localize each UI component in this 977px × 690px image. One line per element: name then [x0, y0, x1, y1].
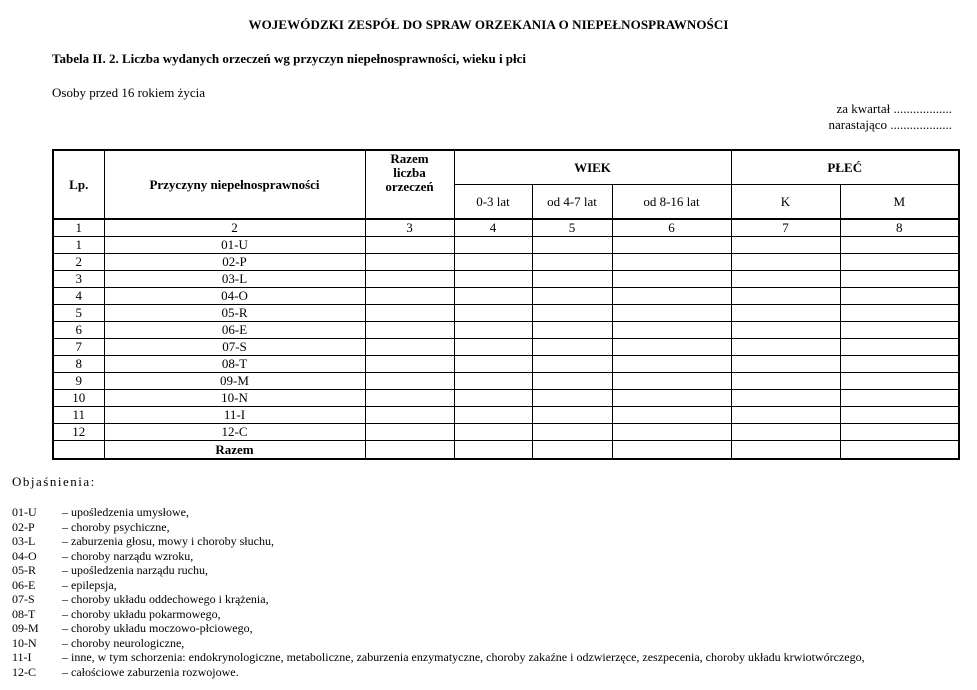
- legend-item: [12, 665, 865, 680]
- row-code: 10-N: [104, 390, 365, 407]
- table-title: Tabela II. 2. Liczba wydanych orzeczeń wg przyczyn niepełnosprawności, wieku i płci: [52, 51, 527, 66]
- row-code: 06-E: [104, 322, 365, 339]
- legend-item: [12, 549, 865, 564]
- cell-sex-m[interactable]: [840, 390, 959, 407]
- header-total-line2: liczba: [393, 165, 426, 180]
- cell-sex-m[interactable]: [840, 254, 959, 271]
- cell-age-8-16[interactable]: [612, 424, 731, 441]
- table-row: [53, 305, 959, 322]
- total-label: Razem: [104, 441, 365, 460]
- legend-code: 10-N: [12, 635, 37, 650]
- cell-sex-m[interactable]: [840, 322, 959, 339]
- legend-code: 01-U: [12, 505, 37, 519]
- legend-heading: Objaśnienia:: [12, 474, 96, 489]
- cell-sex-k[interactable]: [731, 254, 840, 271]
- column-number: 6: [612, 219, 731, 237]
- row-code: 05-R: [104, 305, 365, 322]
- cell-age-8-16[interactable]: [612, 288, 731, 305]
- legend-code: 07-S: [12, 592, 35, 606]
- legend-code: 03-L: [12, 534, 36, 548]
- legend-code: 08-T: [12, 606, 36, 621]
- cell-age-0-3[interactable]: [454, 441, 532, 460]
- row-lp: 9: [53, 373, 104, 390]
- document-title: WOJEWÓDZKI ZESPÓŁ DO SPRAW ORZEKANIA O NIEPEŁNOSPRAWNOŚCI: [248, 17, 729, 32]
- table-row: [53, 339, 959, 356]
- row-lp: 7: [53, 339, 104, 356]
- legend-desc: – inne, w tym schorzenia: endokrynologiczne, metaboliczne, zaburzenia enzymatyczne, choroby zakaźne i odzwierzęce, zeszpecenia, choroby układu krwiotwórczego,: [62, 650, 865, 664]
- row-lp: 4: [53, 288, 104, 305]
- table-row: [53, 271, 959, 288]
- report-table: [52, 149, 960, 460]
- legend-list: [12, 505, 865, 679]
- row-lp: 2: [53, 254, 104, 271]
- cell-age-4-7[interactable]: [532, 288, 612, 305]
- column-number: 7: [731, 219, 840, 237]
- row-code: 09-M: [104, 373, 365, 390]
- legend-item: [12, 650, 865, 665]
- legend-desc: – zaburzenia głosu, mowy i choroby słuchu,: [62, 534, 274, 548]
- header-total: [365, 150, 454, 219]
- cell-age-0-3[interactable]: [454, 356, 532, 373]
- cell-age-8-16[interactable]: [612, 407, 731, 424]
- cell-sex-k[interactable]: [731, 390, 840, 407]
- cell-age-8-16[interactable]: [612, 356, 731, 373]
- cell-age-8-16[interactable]: [612, 305, 731, 322]
- cell-age-4-7[interactable]: [532, 390, 612, 407]
- row-code: 04-O: [104, 288, 365, 305]
- cell-sex-m[interactable]: [840, 356, 959, 373]
- row-lp: 5: [53, 305, 104, 322]
- column-number: 3: [365, 219, 454, 237]
- cell-age-4-7[interactable]: [532, 441, 612, 460]
- cell-age-0-3[interactable]: [454, 271, 532, 288]
- header-group-age: WIEK: [454, 150, 731, 185]
- cell-sex-m[interactable]: [840, 288, 959, 305]
- legend-desc: – upośledzenia umysłowe,: [62, 505, 189, 519]
- cell-total[interactable]: [365, 305, 454, 322]
- row-lp: 3: [53, 271, 104, 288]
- header-age-4-7: od 4-7 lat: [532, 185, 612, 220]
- row-code: 07-S: [104, 339, 365, 356]
- legend-desc: – choroby psychiczne,: [62, 519, 170, 534]
- legend-item: [12, 505, 865, 520]
- cell-age-0-3[interactable]: [454, 237, 532, 254]
- cell-age-8-16[interactable]: [612, 373, 731, 390]
- cell-sex-m[interactable]: [840, 373, 959, 390]
- cell-sex-k[interactable]: [731, 322, 840, 339]
- row-code: 03-L: [104, 271, 365, 288]
- column-number: 1: [53, 219, 104, 237]
- legend-code: 05-R: [12, 563, 36, 577]
- legend-code: 12-C: [12, 664, 36, 679]
- cell-age-0-3[interactable]: [454, 254, 532, 271]
- table-subtitle: Osoby przed 16 rokiem życia: [52, 85, 206, 100]
- cell-age-8-16[interactable]: [612, 237, 731, 254]
- cell-total[interactable]: [365, 271, 454, 288]
- header-total-line3: orzeczeń: [385, 179, 434, 194]
- cell-sex-m[interactable]: [840, 424, 959, 441]
- table-row: [53, 390, 959, 407]
- row-code: 02-P: [104, 254, 365, 271]
- legend-desc: – epilepsja,: [62, 577, 117, 592]
- cell-age-4-7[interactable]: [532, 407, 612, 424]
- cell-age-8-16[interactable]: [612, 254, 731, 271]
- row-lp: 11: [53, 407, 104, 424]
- legend-desc: – choroby układu moczowo-płciowego,: [62, 621, 253, 635]
- cell-total[interactable]: [365, 356, 454, 373]
- column-number: 2: [104, 219, 365, 237]
- header-group-sex: PŁEĆ: [731, 150, 959, 185]
- row-code: 12-C: [104, 424, 365, 441]
- cell-total[interactable]: [365, 237, 454, 254]
- legend-item: [12, 592, 865, 607]
- cell-age-8-16[interactable]: [612, 322, 731, 339]
- legend-desc: – choroby neurologiczne,: [62, 635, 185, 650]
- row-code: 08-T: [104, 356, 365, 373]
- table-row: [53, 424, 959, 441]
- cell-age-4-7[interactable]: [532, 356, 612, 373]
- cell-age-0-3[interactable]: [454, 288, 532, 305]
- cell-age-4-7[interactable]: [532, 373, 612, 390]
- legend-desc: – choroby układu oddechowego i krążenia,: [62, 592, 269, 606]
- cell-age-0-3[interactable]: [454, 373, 532, 390]
- cell-sex-m[interactable]: [840, 237, 959, 254]
- table-row: [53, 288, 959, 305]
- column-number-row: [53, 219, 959, 237]
- cell-sex-k[interactable]: [731, 339, 840, 356]
- header-sex-k: K: [731, 185, 840, 220]
- cell-sex-m[interactable]: [840, 441, 959, 460]
- legend-item: [12, 621, 865, 636]
- cell-sex-m[interactable]: [840, 407, 959, 424]
- row-code: 11-I: [104, 407, 365, 424]
- cell-age-0-3[interactable]: [454, 390, 532, 407]
- header-age-0-3: 0-3 lat: [454, 185, 532, 220]
- cell-total[interactable]: [365, 288, 454, 305]
- cell-total[interactable]: [365, 441, 454, 460]
- legend-desc: – całościowe zaburzenia rozwojowe.: [62, 664, 239, 679]
- cell-age-4-7[interactable]: [532, 339, 612, 356]
- period-quarter-field: za kwartał ..................: [836, 101, 952, 116]
- column-number: 8: [840, 219, 959, 237]
- cell-age-0-3[interactable]: [454, 322, 532, 339]
- cell-age-0-3[interactable]: [454, 424, 532, 441]
- row-lp: 10: [53, 390, 104, 407]
- cell-age-4-7[interactable]: [532, 254, 612, 271]
- cell-age-0-3[interactable]: [454, 407, 532, 424]
- cell-sex-k[interactable]: [731, 356, 840, 373]
- cell-sex-k[interactable]: [731, 271, 840, 288]
- row-lp: 12: [53, 424, 104, 441]
- period-cumulative-field: narastająco ...................: [828, 117, 952, 132]
- legend-item: [12, 563, 865, 578]
- cell-sex-k[interactable]: [731, 305, 840, 322]
- legend-item: [12, 636, 865, 651]
- cell-age-0-3[interactable]: [454, 339, 532, 356]
- cell-age-8-16[interactable]: [612, 271, 731, 288]
- table-row: [53, 322, 959, 339]
- header-reason: Przyczyny niepełnosprawności: [104, 150, 365, 219]
- column-number: 4: [454, 219, 532, 237]
- header-total-line1: Razem: [390, 151, 429, 166]
- cell-sex-m[interactable]: [840, 339, 959, 356]
- cell-age-4-7[interactable]: [532, 322, 612, 339]
- cell-sex-m[interactable]: [840, 305, 959, 322]
- cell-total[interactable]: [365, 390, 454, 407]
- cell-age-4-7[interactable]: [532, 237, 612, 254]
- cell-total[interactable]: [365, 322, 454, 339]
- cell-sex-k[interactable]: [731, 373, 840, 390]
- legend-desc: – choroby narządu wzroku,: [62, 548, 194, 563]
- legend-code: 09-M: [12, 621, 39, 635]
- column-number: 5: [532, 219, 612, 237]
- cell-total[interactable]: [365, 373, 454, 390]
- legend-item: [12, 520, 865, 535]
- cell-sex-k[interactable]: [731, 407, 840, 424]
- cell-age-4-7[interactable]: [532, 305, 612, 322]
- total-lp-cell: [53, 441, 104, 460]
- table-row: [53, 373, 959, 390]
- legend-code: 04-O: [12, 548, 37, 563]
- cell-sex-m[interactable]: [840, 271, 959, 288]
- legend-desc: – choroby układu pokarmowego,: [62, 606, 221, 621]
- cell-age-4-7[interactable]: [532, 271, 612, 288]
- table-row: [53, 254, 959, 271]
- legend-code: 11-I: [12, 650, 32, 664]
- cell-sex-k[interactable]: [731, 237, 840, 254]
- header-sex-m: M: [840, 185, 959, 220]
- legend-item: [12, 607, 865, 622]
- cell-total[interactable]: [365, 339, 454, 356]
- table-header-row: [53, 150, 959, 185]
- cell-total[interactable]: [365, 407, 454, 424]
- legend-code: 06-E: [12, 577, 36, 592]
- row-lp: 1: [53, 237, 104, 254]
- table-row: [53, 237, 959, 254]
- legend-item: [12, 534, 865, 549]
- cell-age-8-16[interactable]: [612, 339, 731, 356]
- row-lp: 8: [53, 356, 104, 373]
- table-row: [53, 356, 959, 373]
- cell-sex-k[interactable]: [731, 441, 840, 460]
- cell-age-8-16[interactable]: [612, 441, 731, 460]
- header-lp: Lp.: [53, 150, 104, 219]
- cell-sex-k[interactable]: [731, 424, 840, 441]
- row-lp: 6: [53, 322, 104, 339]
- cell-sex-k[interactable]: [731, 288, 840, 305]
- cell-total[interactable]: [365, 424, 454, 441]
- row-code: 01-U: [104, 237, 365, 254]
- total-row: [53, 441, 959, 460]
- cell-age-8-16[interactable]: [612, 390, 731, 407]
- cell-age-4-7[interactable]: [532, 424, 612, 441]
- legend-code: 02-P: [12, 519, 35, 534]
- cell-total[interactable]: [365, 254, 454, 271]
- table-row: [53, 407, 959, 424]
- legend-desc: – upośledzenia narządu ruchu,: [62, 563, 208, 577]
- header-age-8-16: od 8-16 lat: [612, 185, 731, 220]
- legend-item: [12, 578, 865, 593]
- cell-age-0-3[interactable]: [454, 305, 532, 322]
